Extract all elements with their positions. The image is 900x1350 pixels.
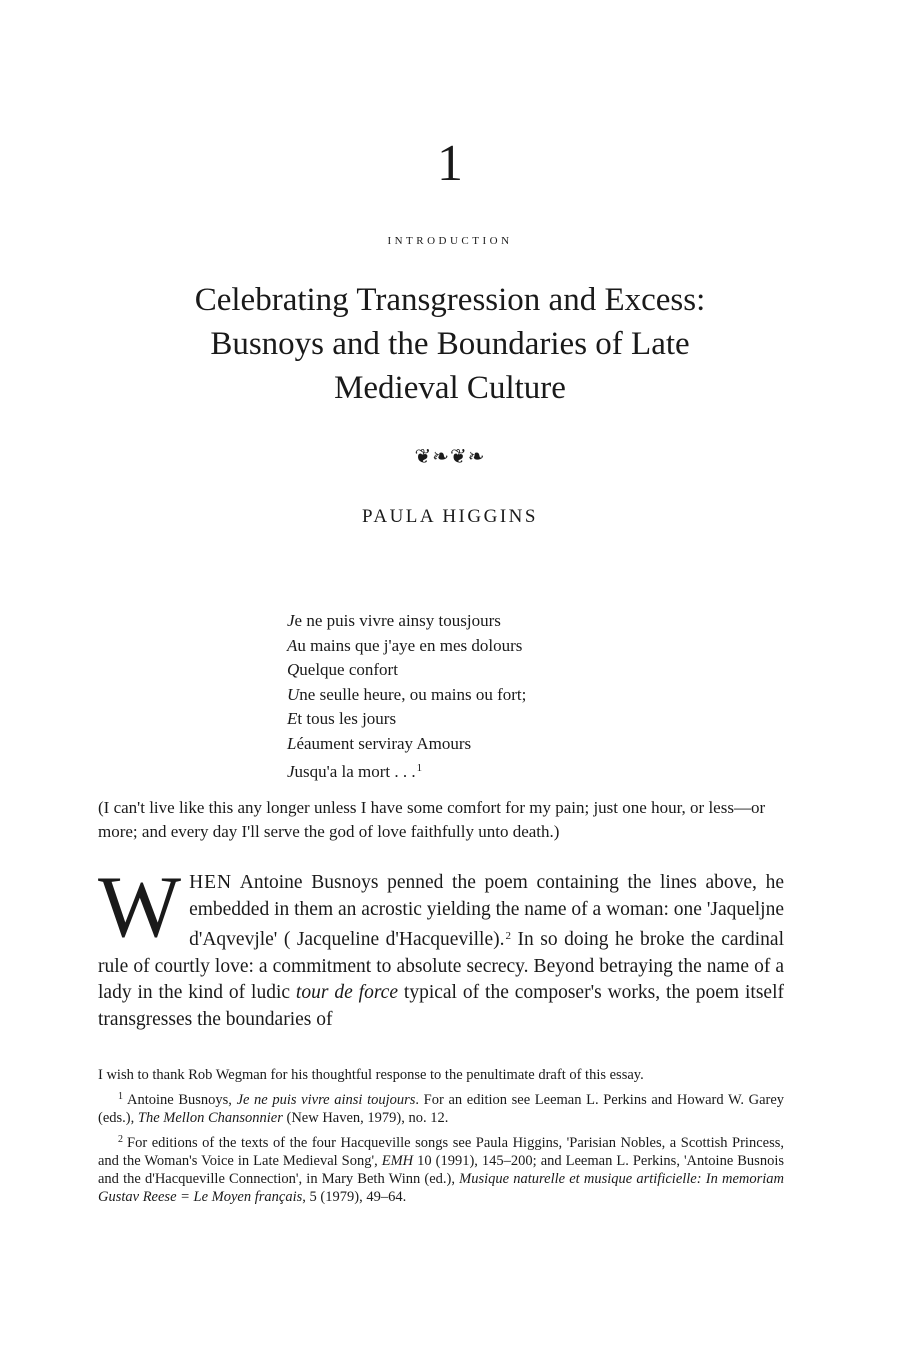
title-line-3: Medieval Culture: [334, 370, 566, 406]
footnote-2: $^2$ For editions of the texts of the four Hacqueville songs see Paula Higgins, 'Parisian Nobles, a Scottish Princess, and the Woman's Voice in Late Medieval Song', EMH 10 (1991), 145–200; and Leeman L. Perkins, 'Antoine Busnois and the d'Hacqueville Connection', in Mary Beth Winn (ed.), Musique naturelle et musique artificielle: In memoriam Gustav Reese = Le Moyen français, 5 (1979), 49–64.: [98, 1134, 785, 1205]
italic-phrase: tour de force: [295, 982, 398, 1003]
chapter-kicker: introduction: [387, 232, 513, 248]
footnote-1: $^1$ Antoine Busnoys, Je ne puis vivre ainsi toujours. For an edition see Leeman L. Perkins and Howard W. Garey (eds.), The Mellon Chansonnier (New Haven, 1979), no. 12.: [98, 1091, 785, 1126]
author-name: PAULA HIGGINS: [362, 506, 538, 527]
footnote-number: 1: [118, 1091, 123, 1102]
footnotes: [98, 1066, 784, 1210]
footnote-ref-2[interactable]: 2: [505, 930, 511, 942]
body-paragraph: WHEN Antoine Busnoys penned the poem containing the lines above, he embedded in them an acrostic yielding the name of a woman: one 'Jaqueljne d'Aqvevjle' ( Jacqueline d'Hacqueville).$^2$ In so doing he broke the cardinal rule of courtly love: a commitment to absolute secrecy. Beyond betraying the name of a lady in the kind of ludic tour de force typical of the composer's works, the poem itself transgresses the boundaries of: [98, 859, 784, 1030]
title-line-1: Celebrating Transgression and Excess:: [194, 282, 706, 318]
fleuron-ornament-icon: ❦❧❦❧: [414, 446, 486, 468]
footnote-ref-1[interactable]: 1: [416, 762, 423, 774]
poem-line: Et tous les jours: [287, 709, 397, 728]
epigraph-poem: [287, 609, 707, 785]
poem-line: Une seulle heure, ou mains ou fort;: [287, 684, 527, 704]
acknowledgement-note: I wish to thank Rob Wegman for his thoughtful response to the penultimate draft of this essay.: [98, 1067, 644, 1083]
poem-translation: (I can't live like this any longer unless I have some comfort for my pain; just one hour, or less—or more; and every day I'll serve the god of love faithfully unto death.): [98, 798, 766, 841]
poem-line: Jusqu'a la mort . . .$^1$: [287, 762, 423, 781]
poem-line: Quelque confort: [287, 660, 398, 679]
chapter-title: [150, 278, 750, 410]
footnote-number: 2: [118, 1134, 123, 1145]
poem-line: Léaument serviray Amours: [287, 733, 472, 753]
opening-smallcaps: HEN: [189, 872, 233, 893]
poem-line: Je ne puis vivre ainsy tousjours: [287, 611, 501, 630]
title-line-2: Busnoys and the Boundaries of Late: [210, 326, 690, 362]
drop-cap: W: [98, 859, 182, 956]
poem-line: Au mains que j'aye en mes dolours: [287, 635, 523, 655]
chapter-number: 1: [437, 135, 463, 192]
